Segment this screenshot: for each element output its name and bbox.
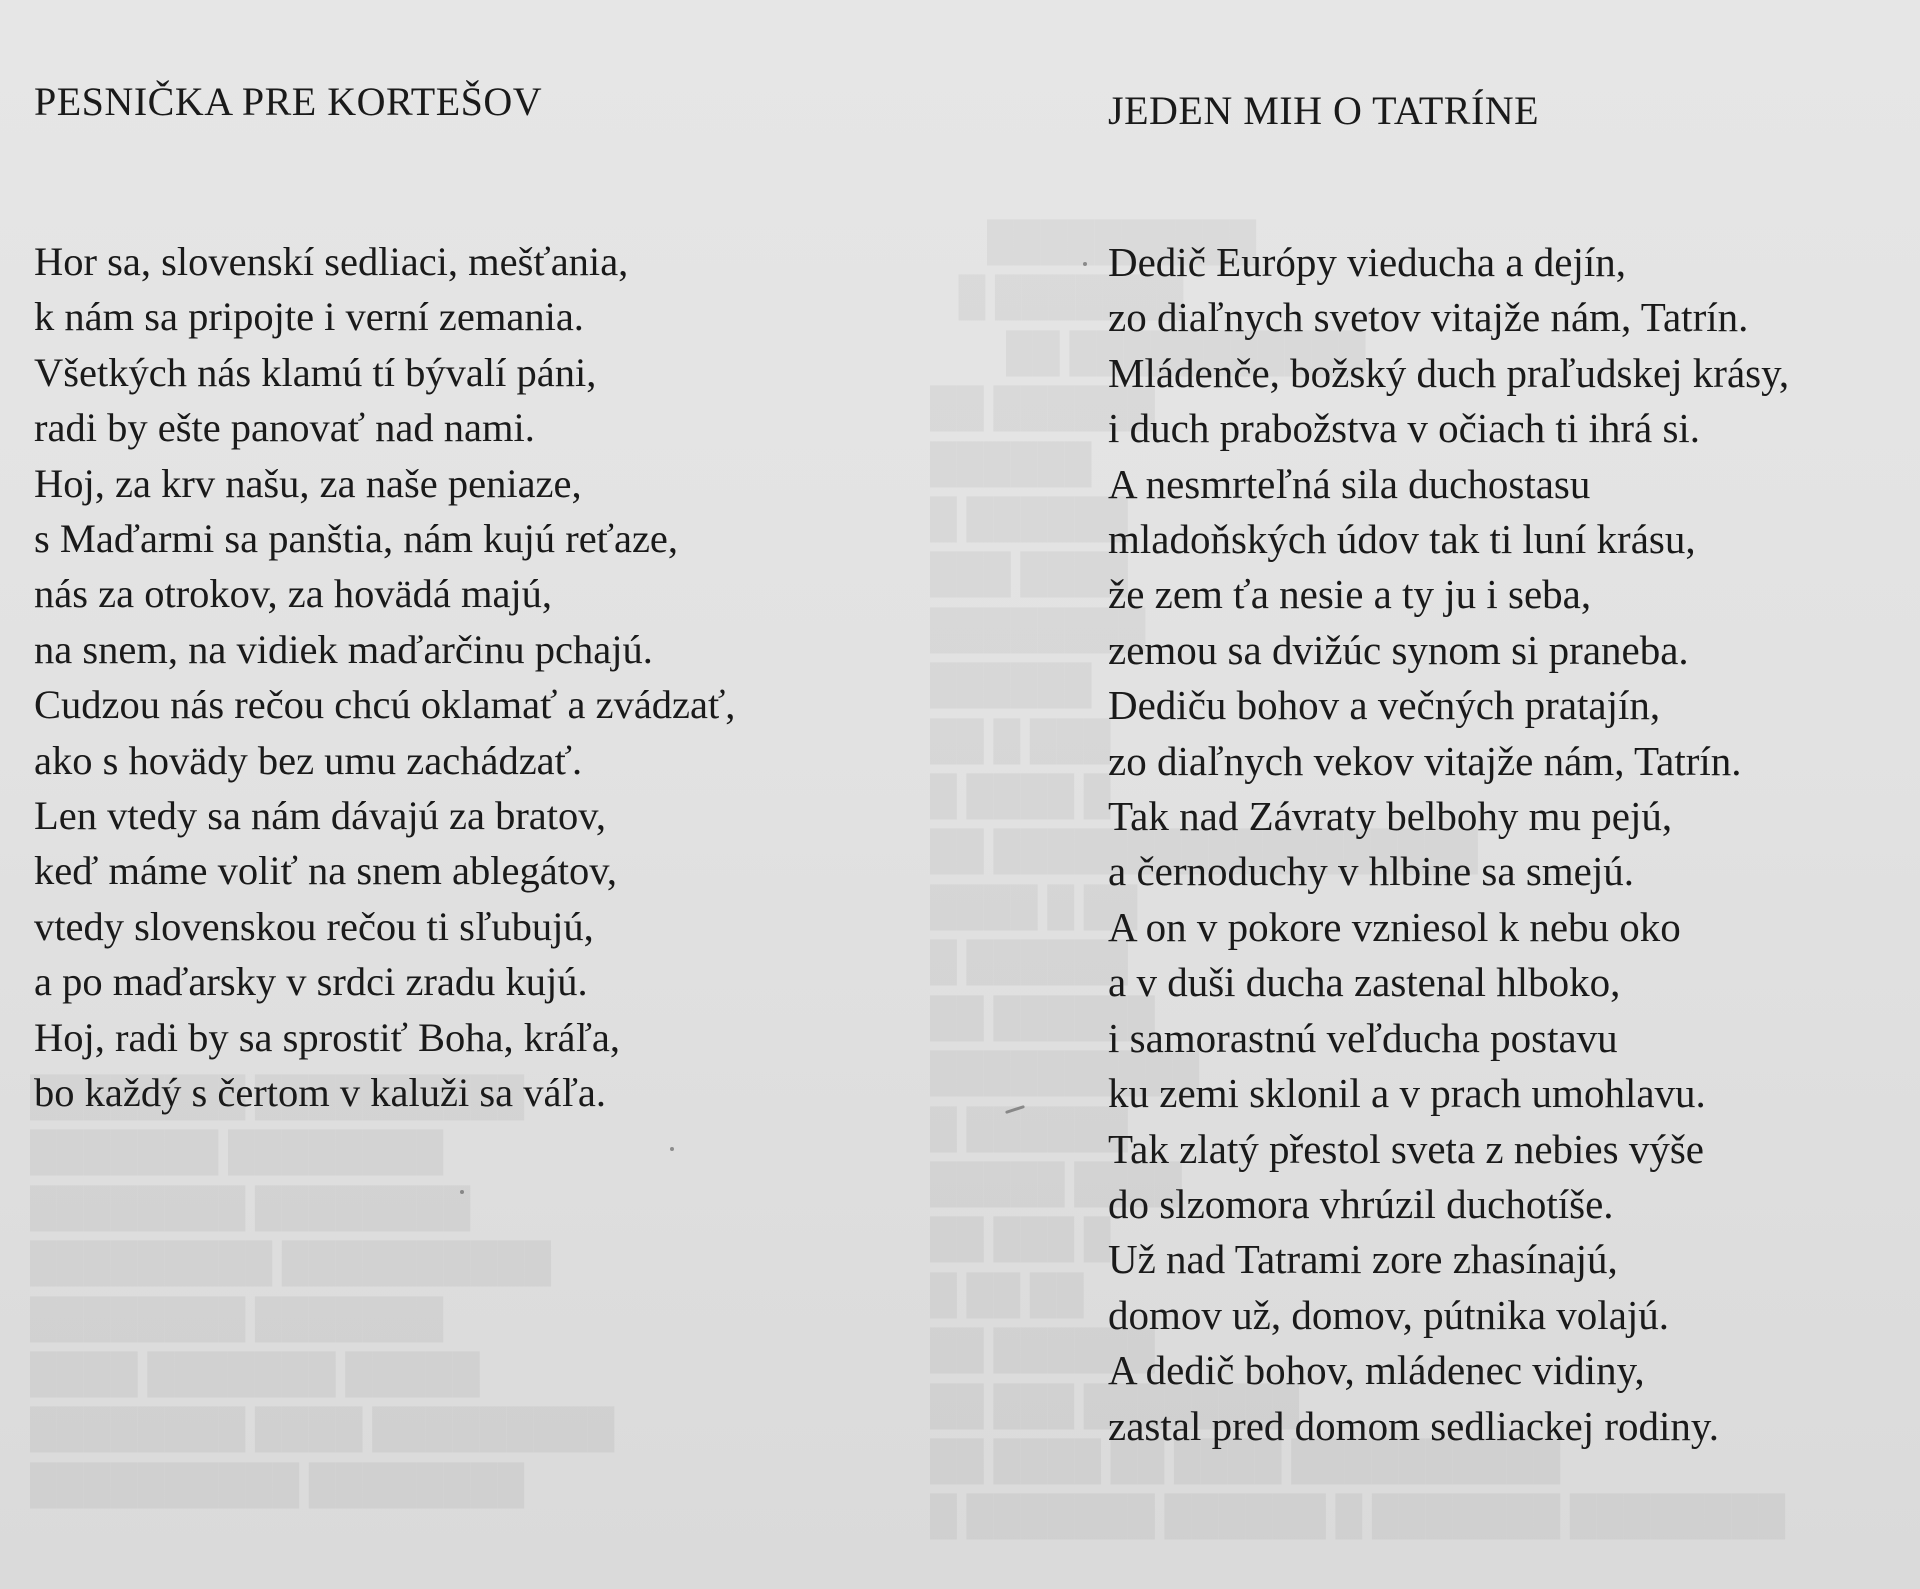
- poem-line: zemou sa dvižúc synom si praneba.: [1108, 626, 1689, 673]
- poem-line: Len vtedy sa nám dávajú za bratov,: [34, 793, 607, 839]
- poem-line: zo diaľnych vekov vitajže nám, Tatrín.: [1108, 737, 1742, 784]
- poem-line: mladoňských údov tak ti luní krásu,: [1108, 516, 1696, 563]
- poem-line: bo každý s čertom v kaluži sa váľa.: [34, 1070, 607, 1116]
- poem-line: nás za otrokov, za hovädá majú,: [34, 571, 553, 617]
- poem-line: Všetkých nás klamú tí bývalí páni,: [34, 349, 597, 395]
- poem-line: zo diaľnych svetov vitajže nám, Tatrín.: [1108, 294, 1749, 341]
- poem-line: A nesmrteľná sila duchostasu: [1108, 460, 1591, 507]
- poem-line: i samorastnú veľducha postavu: [1108, 1014, 1618, 1061]
- poem-line: Už nad Tatrami zore zhasínajú,: [1108, 1236, 1618, 1283]
- poem-line: vtedy slovenskou rečou ti sľubujú,: [34, 903, 594, 949]
- poem-line: na snem, na vidiek maďarčinu pchajú.: [34, 626, 653, 672]
- poem-line: keď máme voliť na snem ablegátov,: [34, 848, 617, 894]
- poem-line: a po maďarsky v srdci zradu kujú.: [34, 959, 588, 1005]
- poem-line: A dedič bohov, mládenec vidiny,: [1108, 1347, 1645, 1394]
- poem-title: JEDEN MIH O TATRÍNE: [1108, 88, 1540, 133]
- poem-line: Tak zlatý přestol sveta z nebies výše: [1108, 1125, 1704, 1172]
- poem-line: Cudzou nás rečou chcú oklamať a zvádzať,: [34, 682, 736, 728]
- poem-line: ako s hovädy bez umu zachádzať.: [34, 737, 583, 783]
- poem-line: Hoj, za krv našu, za naše peniaze,: [34, 460, 582, 506]
- poem-line: Dedič Európy vieducha a dejín,: [1108, 239, 1627, 285]
- poem-line: že zem ťa nesie a ty ju i seba,: [1108, 571, 1592, 618]
- poem-line: Dediču bohov a večných pratajín,: [1108, 682, 1661, 729]
- poem-line: domov už, domov, pútnika volajú.: [1108, 1291, 1670, 1338]
- poem-line: Hor sa, slovenskí sedliaci, mešťania,: [34, 239, 629, 284]
- poem-line: Tak nad Závraty belbohy mu pejú,: [1108, 793, 1673, 840]
- poem-line: ku zemi sklonil a v prach umohlavu.: [1108, 1070, 1706, 1117]
- bleed-through-texture: [30, 1070, 614, 1513]
- poem-pesnicka-pre-kortesov: [34, 78, 864, 1121]
- paper-speck: [460, 1190, 464, 1194]
- poem-line: radi by ešte panovať nad nami.: [34, 405, 535, 451]
- paper-speck: [1083, 262, 1087, 266]
- poem-stanza: [34, 234, 864, 1121]
- poem-line: k nám sa pripojte i verní zemania.: [34, 294, 584, 340]
- poem-line: A on v pokore vzniesol k nebu oko: [1108, 903, 1681, 950]
- poem-stanza: [1108, 235, 1920, 1454]
- poem-line: s Maďarmi sa panštia, nám kujú reťaze,: [34, 516, 679, 562]
- poem-line: Hoj, radi by sa sprostiť Boha, kráľa,: [34, 1014, 621, 1060]
- poem-line: a černoduchy v hlbine sa smejú.: [1108, 848, 1635, 895]
- poem-line: do slzomora vhrúzil duchotíše.: [1108, 1180, 1614, 1227]
- poem-line: a v duši ducha zastenal hlboko,: [1108, 959, 1621, 1006]
- poem-line: i duch prabožstva v očiach ti ihrá si.: [1108, 405, 1701, 452]
- poem-line: zastal pred domom sedliackej rodiny.: [1108, 1402, 1720, 1449]
- poem-line: Mládenče, božský duch praľudskej krásy,: [1108, 349, 1790, 396]
- poem-jeden-mih-o-tatrine: [1108, 87, 1920, 1454]
- poem-title: PESNIČKA PRE KORTEŠOV: [34, 79, 543, 124]
- paper-speck: [670, 1147, 674, 1151]
